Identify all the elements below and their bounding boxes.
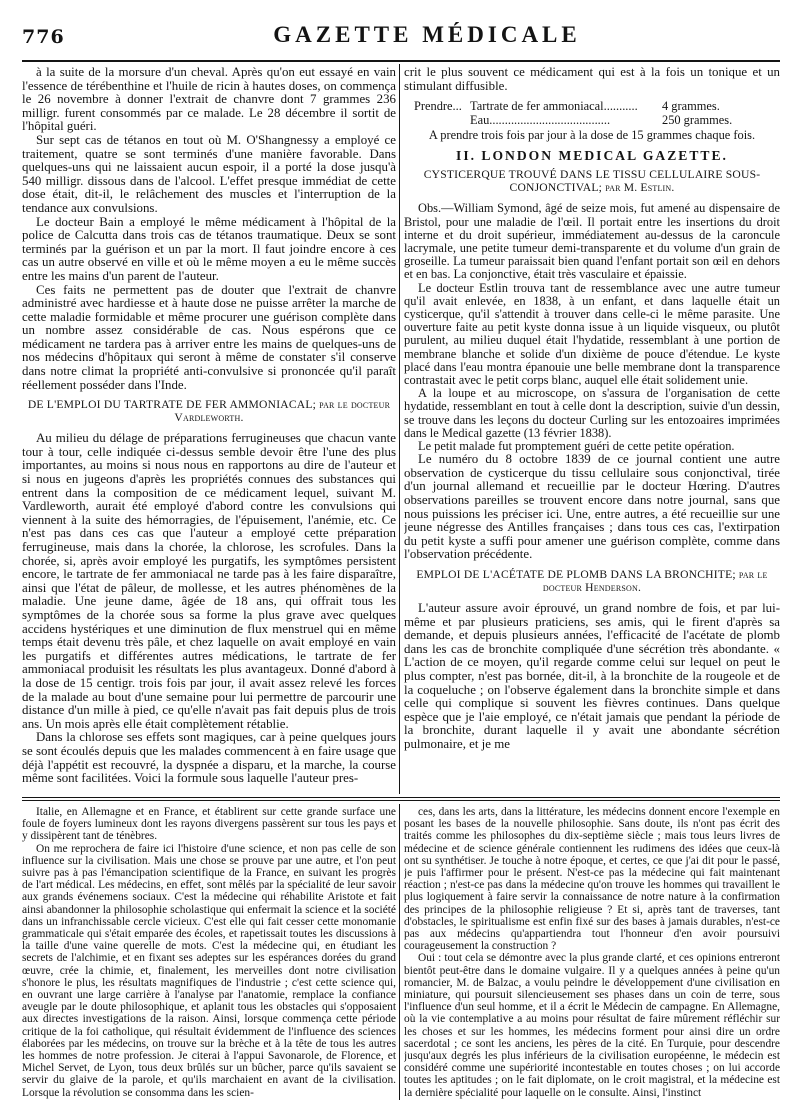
formula-row bbox=[414, 99, 780, 113]
article-title bbox=[404, 568, 780, 594]
feuilleton-rule bbox=[22, 800, 780, 801]
column-divider bbox=[399, 804, 400, 1100]
paragraph: Le petit malade fut promptement guéri de cette petite opération. bbox=[418, 439, 735, 454]
paragraph: A la loupe et au microscope, on s'assura de l'organisation de cette hydatide, ressemblant en tout à celle dont la description, suivie d'un dessin, se trouve dans les leçons du docteur Curling sur les entozoaires imprimées dans le Medical gazette (13 février 1838). bbox=[404, 386, 780, 440]
formula-label: Prendre... bbox=[414, 99, 462, 114]
formula bbox=[404, 99, 780, 127]
column-divider bbox=[399, 64, 400, 794]
paragraph: Oui : tout cela se démontre avec la plus grande clarté, et ces opinions entreront bientôt peut-être dans le domaine vulgaire. Il y a quelques années à peine qu'un romancier, M. de Balzac, a voulu peindre le développement d'une civilisation en miniature, qui poursuit silencieusement ses phases dans un coin de terre, sous l'influence d'un seul homme, et il a écrit le Médecin de campagne. En Allemagne, où la vie contemplative a au moins pour résultat de faire mûrement réfléchir sur les choses et sur les hommes, les médecins forment pour ainsi dire un ordre sacerdotal ; ce sont les anciens, les pères de la cité. En Turquie, pour descendre jusqu'aux degrés les plus inférieurs de la civilisation européenne, le médecin est considéré comme une supériorité incontestable en toutes choses ; on lui accorde toutes les aptitudes ; on le fait diplomate, on le croit magistral, et la médecine est la dernière spécialité pour laquelle on le consulte. Ainsi, l'instinct bbox=[404, 952, 780, 1099]
paragraph: Obs.—William Symond, âgé de seize mois, fut amené au dispensaire de Bristol, pour une maladie de l'œil. Il portait entre les insertions du droit interne et du droit supérieur, immédiatement au-dessus de la caroncule lacrymale, une petite tumeur demi-transparente et du volume d'un grain de groseille. La tumeur paraissait bien quand l'enfant portait son œil en dehors et en bas. La conjonctive, était très vasculaire et épaissie. bbox=[404, 201, 780, 282]
right-column bbox=[404, 66, 780, 794]
page-header bbox=[22, 22, 780, 52]
article-author: par le docteur Henderson. bbox=[542, 567, 768, 594]
paragraph: Le docteur Estlin trouva tant de ressemblance avec une autre tumeur qu'il avait enlevée, en 1838, à un enfant, et dans laquelle était un cysticerque, qu'il s'attendit à trouver dans celle-ci le même parasite. Une ouverture faite au petit kyste donna issue à un liquide visqueux, ou plutôt purulent, au milieu duquel était l'hydatide, ressemblant à une portion de membrane blanche et solide d'un dixième de pouce d'étendue. Le kyste placé dans l'eau montra épanouie une belle membrane dont la transparence contrastait avec le petit corps blanc, auquel elle était solidement unie. bbox=[404, 280, 780, 388]
article-title-text: EMPLOI DE L'ACÉTATE DE PLOMB DANS LA BRONCHITE; bbox=[416, 567, 736, 581]
feuilleton-right-column bbox=[404, 806, 780, 1100]
article-title bbox=[22, 398, 396, 424]
formula-row bbox=[414, 113, 780, 127]
article-title bbox=[404, 168, 780, 194]
header-rule bbox=[22, 60, 780, 62]
paragraph: Dans la chlorose ses effets sont magiques, car à peine quelques jours se sont écoulés depuis que les malades commencent à en faire usage que déjà l'appétit est recouvré, la dyspnée a disparu, et la marche, la course même sont facilitées. Voici la formule sous laquelle l'auteur pres- bbox=[22, 730, 396, 786]
paragraph: à la suite de la morsure d'un cheval. Après qu'on eut essayé en vain l'essence de térébenthine et l'huile de ricin à hautes doses, on commença le 26 novembre à donner l'extrait de chanvre dont 7 grammes 236 milligr. furent consommés par ce malade. Le 28 décembre il sortit de l'hôpital guéri. bbox=[22, 66, 396, 134]
section-title: II. LONDON MEDICAL GAZETTE. bbox=[456, 147, 728, 163]
paragraph: Ces faits ne permettent pas de douter que l'extrait de chanvre administré avec hardiesse et à haute dose ne puisse arrêter la marche de cette maladie formidable et même procurer une guérison complète dans un nombre assez considérable de cas. Nous espérons que ce médicament ne tardera pas à arriver entre les mains de quelques-uns de nos médecins d'hôpitaux qui seront à même de constater s'il conserve dans notre climat la propriété anti-convulsive si prononcée qu'il paraît réellement posséder dans l'Inde. bbox=[22, 282, 396, 392]
paragraph: L'auteur assure avoir éprouvé, un grand nombre de fois, et par lui-même et par plusieurs praticiens, ses amis, qui le firent d'après sa demande, et depuis plusieurs années, l'efficacité de l'acétate de plomb dans les cas de bronchite compliquée d'une sécrétion très abondante. « L'action de ce moyen, qu'il regarde comme celui sur lequel on peut le plus compter, n'est pas bornée, dit-il, à la bronchite de la rougeole et de la coqueluche ; on l'observe également dans la bronchite simple et dans celle qui complique si souvent les fièvres continues. Dans quelque espèce que je l'aie employé, ce n'était jamais que pendant la période de la bronchite, durant laquelle il y avait une abondante sécrétion pulmonaire, et je me bbox=[404, 600, 780, 751]
page-number: 776 bbox=[22, 26, 65, 48]
paragraph: Le numéro du 8 octobre 1839 de ce journal contient une autre observation de cysticerque du tissu cellulaire sous conjonctival, tirée d'un journal allemand et recueillie par le docteur Hœring. D'autres observations pareilles se trouvent encore dans notre journal, sans que nous puissions les préciser ici. Une, entre autres, a été recueillie sur une jeune négresse des Antilles françaises ; dans tous ces cas, l'extirpation du petit kyste a suffi pour amener une guérison complète, comme dans l'observation précédente. bbox=[404, 452, 780, 562]
article-title-text: DE L'EMPLOI DU TARTRATE DE FER AMMONIACAL; bbox=[27, 398, 317, 412]
paragraph: Au milieu du délage de préparations ferrugineuses que chacun vante tour à tour, celle indiquée ci-dessus semble devoir être l'une des plus importantes, au moins si nous nous en rapportons au dire de l'auteur et si nous en jugeons d'après les propriétés connues des substances qui entrent dans la composition de ce médicament lequel, suivant M. Vardleworth, aurait été employé d'abord contre les convulsions qui viennent à la suite des hémorragies, de l'épuisement, l'anémie, etc. Ce n'est pas dans ces cas que l'auteur a employé cette préparation ferrugineuse, mais dans la chorée, la chlorose, les scrofules. Dans la chorée, si, après avoir employé les purgatifs, les symptômes persistent encore, le tartrate de fer ammoniacal ne tarde pas à les faire disparaître, ainsi que l'état de pâleur, de mollesse, et les autres phénomènes de la maladie. Une jeune dame, âgée de 18 ans, qui offrait tous les symptômes de la chorée sous sa forme la plus grave avec quelques accidens hystériques et une diminution de flux menstruel qui en même temps était devenu très pâle, et chez laquelle on avait employé en vain les purgatifs et différentes autres médications, le tartrate de fer ammoniacal produisit les résultats les plus avantageux. Donné d'abord à la dose de 15 centigr. trois fois par jour, il avait assez relevé les forces de la malade au bout d'une semaine pour lui permettre de parcourir une distance d'un mille à pied, ce qu'elle n'avait pas fait depuis plus de trois ans. Un mois après elle était complètement rétablie. bbox=[22, 431, 396, 731]
left-column bbox=[22, 66, 396, 794]
paragraph: Italie, en Allemagne et en France, et établirent sur cette grande surface une foule de foyers lumineux dont les rayons divergens passèrent sur tous les pays et y dissipèrent tant de ténèbres. bbox=[22, 806, 396, 843]
paragraph: Le docteur Bain a employé le même médicament à l'hôpital de la police de Calcutta dans trois cas de tétanos traumatique. Deux se sont terminés par la guérison et un par la mort. Il faut joindre encore à ces cas un autre observé en ville et où le même moyen a eu le même succès entre les mains d'un parent de l'auteur. bbox=[22, 214, 396, 283]
article-author: par le docteur Vardleworth. bbox=[174, 398, 391, 425]
running-title: GAZETTE MÉDICALE bbox=[273, 22, 581, 47]
formula-label bbox=[414, 113, 470, 127]
feuilleton-left-column bbox=[22, 806, 396, 1100]
formula-qty: 4 grammes. bbox=[662, 99, 720, 114]
paragraph: crit le plus souvent ce médicament qui est à la fois un tonique et un stimulant diffusible. bbox=[404, 66, 780, 93]
formula-qty: 250 grammes. bbox=[662, 113, 733, 128]
paragraph: Sur sept cas de tétanos en tout où M. O'Shangnessy a employé ce traitement, quatre se sont terminés d'une manière favorable. Dans quelques-uns qui ne laissaient aucun espoir, il a porté la dose jusqu'à 540 milligr. dissous dans de l'alcool. L'effet presque immédiat de cette dose était, dit-il, le relâchement des muscles et l'interruption de la tendance aux convulsions. bbox=[22, 132, 396, 215]
article-title-text: CYSTICERQUE TROUVÉ DANS LE TISSU CELLULAIRE SOUS-CONJONCTIVAL; bbox=[423, 168, 761, 195]
formula-item: Eau....................................... bbox=[470, 113, 611, 128]
dose-line: A prendre trois fois par jour à la dose de 15 grammes chaque fois. bbox=[428, 128, 756, 143]
article-author: par M. Estlin. bbox=[605, 181, 675, 195]
feuilleton-rule bbox=[22, 797, 780, 798]
paragraph: On me reprochera de faire ici l'histoire d'une science, et non pas celle de son influence sur la civilisation. Mais une chose se prouve par une autre, et l'on peut suivre pas à pas l'émancipation scientifique de la France, en suivant les progrès de l'art médical. Les médecins, en effet, sont mêlés par la spécialité de leur savoir aux grands événemens sociaux. C'est la médecine qui réhabilite Aristote et fait ainsi abandonner la philosophie scholastique qui enfermait la science et la société dans un infranchissable cercle vicieux. C'est elle qui fait cesser cette monomanie grammaticale qui s'était emparée des écoles, et rapetissait toutes les discussions à la taille d'une vaine querelle de mots. C'est la médecine qui, en étudiant les secrets de l'alchimie, et en fixant ses adeptes sur les espérances dorées du grand œuvre, crée la chimie, et, finalement, les merveilles dont notre civilisation s'honore le plus, les résultats magnifiques de l'industrie ; c'est cette science qui, en ouvrant une large carrière à l'analyse par l'anatomie, remplace la confiance aveugle par le doute philosophique, et aplanit tous les obstacles qui s'opposaient aux directes investigations de la raison. Ainsi, lorsque commença cette période critique de la foi catholique, qui résultait évidemment de l'influence des sciences élaborées par les médecins, on trouve sur la brèche et à la tête de tous les autres les hommes de notre profession. Je citerai à l'appui Savonarole, de Florence, et Michel Servet, de Lyon, tous deux brûlés sur un bûcher, parce qu'ils savaient se servir du glaive de la parole, et qu'ils marchaient en avant de la civilisation. Lorsque la révolution se consomma dans les scien- bbox=[22, 842, 396, 1099]
paragraph: ces, dans les arts, dans la littérature, les médecins donnent encore l'exemple en posant les bases de la nouvelle philosophie. Sans doute, ils n'ont pas écrit des traités comme les philosophes du dix-septième siècle ; mais tous leurs livres de médecine et de science générale contiennent les rudimens des idées que ceux-là ont su synthétiser. Je touche à notre époque, et certes, ce que j'ai dit pour le passé, je puis l'affirmer pour le présent. N'est-ce pas la médecine qui fait maintenant réaction ; n'est-ce pas dans la médecine qu'on trouve les hommes qui travaillent le plus logiquement à faire servir la connaissance de notre nature à la confirmation des principes de la philosophie religieuse ? Et si, après tant de traverses, tant d'obstacles, le spiritualisme est enfin fixé sur des bases à jamais durables, n'est-ce pas aux médecins qu'appartiendra tout l'honneur d'en avoir poursuivi courageusement la construction ? bbox=[404, 806, 780, 953]
formula-item: Tartrate de fer ammoniacal........... bbox=[470, 99, 638, 114]
